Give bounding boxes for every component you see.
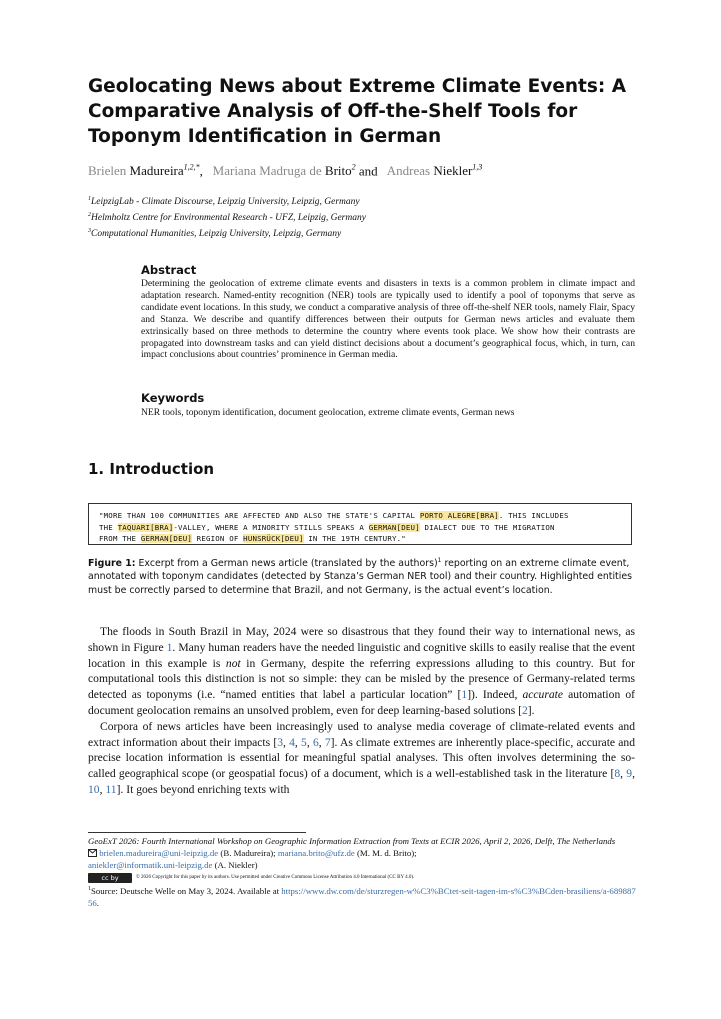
license-line	[88, 872, 636, 884]
citation-link[interactable]: 10	[88, 782, 100, 796]
license-text: © 2026 Copyright for this paper by its authors. Use permitted under Creative Commons License Attribution 4.0 International (CC BY 4.0).	[136, 875, 415, 881]
entity-highlight: HUNSRÜCK[DEU]	[243, 534, 304, 543]
footnote-source-link[interactable]: https://www.dw.com/de/sturzregen-w%C3%BCtet-seit-tagen-im-s%C3%BCden-brasiliens/a-68988756	[88, 886, 636, 908]
excerpt-box	[88, 503, 632, 545]
workshop-note: GeoExT 2026: Fourth International Workshop on Geographic Information Extraction from Texts at ECIR 2026, April 2, 2026, Delft, The Netherlands	[88, 836, 616, 846]
paper-title: Geolocating News about Extreme Climate Events: A Comparative Analysis of Off-the-Shelf Tools for Toponym Identification in German	[88, 76, 627, 147]
figure-caption: Figure 1: Excerpt from a German news article (translated by the authors)$^1$ reporting on an extreme climate event, annotated with toponym candidates (detected by Stanza’s German NER tool) and their country. Highlighted entities must be correctly parsed to determine that Brazil, and not Germany, is the actual event’s location.	[88, 557, 632, 596]
email-link-brito[interactable]: mariana.brito@ufz.de	[277, 847, 355, 858]
citation-link[interactable]: 3	[277, 735, 284, 749]
abstract-text: Determining the geolocation of extreme climate events and disasters in texts is a common problem in climate impact and adaptation research. Named-entity recognition (NER) tools are typically used to identify a pool of toponyms that serve as candidate event locations. In this study, we conduct a comparative analysis of three off-the-shelf NER tools, namely Flair, Spacy and Stanza. We describe and quantify differences between their outputs for German news articles and evaluate them extrinsically based on three methods to determine the country where events took place. We show how their contrasts are propagated into downstream tasks and can yield distinct decisions about a document’s geographical focus, which, in turn, can impact conclusions about countries’ prominence in German media.	[141, 278, 635, 361]
entity-highlight: GERMAN[DEU]	[368, 522, 420, 532]
section-heading-introduction: 1. Introduction	[88, 460, 215, 478]
author-2: Mariana Madruga de Brito$^2$	[212, 163, 356, 179]
entity-highlight: GERMAN[DEU]	[140, 534, 193, 543]
email-link-madureira[interactable]: brielen.madureira@uni-leipzig.de	[99, 847, 219, 858]
footnotes	[88, 836, 636, 910]
figure-ref-link[interactable]: 1	[166, 640, 173, 654]
excerpt-line-3: FROM THE GERMAN[DEU] REGION OF HUNSRÜCK[DEU] IN THE 19TH CENTURY."	[99, 534, 406, 543]
footnote-1: $^1$Source: Deutsche Welle on May 3, 2024. Available at https://www.dw.com/de/sturzregen-w%C3%BCtet-seit-tagen-im-s%C3%BCden-brasiliens/a-68988756.	[88, 886, 636, 908]
paragraph-1: The floods in South Brazil in May, 2024 were so disastrous that they found their way to international news, as shown in Figure 1. Many human readers have the needed linguistic and cognitive skills to easily realise that the event location in this example is not in Germany, despite the referring expressions alluding to this country. But for computational tools this distinction is not so simple: they can be misled by the presence of Germany-related terms detected as toponyms (i.e. “named entities that label a particular location” [1]). Indeed, accurate automation of document geolocation remains an unsolved problem, even for deep learning-based solutions [2].	[88, 625, 635, 717]
affiliation-1: $^1$LeipzigLab - Climate Discourse, Leipzig University, Leipzig, Germany	[88, 196, 360, 208]
citation-link[interactable]: 5	[301, 735, 307, 749]
author-3: Andreas Niekler$^{1,3}$	[386, 163, 483, 179]
affiliation-2: $^2$Helmholtz Centre for Environmental Research - UFZ, Leipzig, Germany	[88, 212, 366, 224]
email-line: brielen.madureira@uni-leipzig.de (B. Madureira); mariana.brito@ufz.de (M. M. d. Brito);	[88, 848, 636, 860]
mail-icon	[88, 849, 97, 857]
footnote-divider	[88, 832, 306, 833]
excerpt-line-2: THE TAQUARI[BRA]-VALLEY, WHERE A MINORITY STILLS SPEAKS A GERMAN[DEU] DIALECT DUE TO THE MIGRATION	[99, 522, 555, 532]
entity-highlight: TAQUARI[BRA]	[117, 522, 174, 532]
email-link-niekler[interactable]: aniekler@informatik.uni-leipzig.de	[88, 859, 213, 870]
author-1: Brielen Madureira$^{1,2,*}$	[88, 163, 200, 179]
keywords-text: NER tools, toponym identification, document geolocation, extreme climate events, German news	[141, 407, 515, 418]
citation-link[interactable]: 9	[626, 767, 633, 781]
affiliation-3: $^3$Computational Humanities, Leipzig University, Leipzig, Germany	[88, 228, 342, 240]
abstract-heading: Abstract	[141, 263, 197, 277]
entity-highlight: PORTO ALEGRE[BRA]	[419, 511, 499, 520]
citation-link[interactable]: 4	[289, 735, 295, 749]
citation-link[interactable]: 6	[312, 735, 319, 749]
introduction-body	[88, 624, 635, 798]
citation-link[interactable]: 11	[105, 782, 117, 796]
citation-link[interactable]: 2	[522, 703, 528, 717]
excerpt-line-1: "MORE THAN 100 COMMUNITIES ARE AFFECTED AND ALSO THE STATE'S CAPITAL PORTO ALEGRE[BRA]. THIS INCLUDES	[99, 511, 569, 520]
cc-by-logo[interactable]: cc by	[88, 873, 132, 883]
citation-link[interactable]: 1	[461, 688, 468, 702]
email-line-2: aniekler@informatik.uni-leipzig.de (A. Niekler)	[88, 859, 258, 870]
citation-link[interactable]: 8	[614, 767, 621, 781]
citation-link[interactable]: 7	[324, 735, 331, 749]
author-list: Brielen Madureira$^{1,2,*}$, Mariana Madruga de Brito$^2$ and Andreas Niekler$^{1,3}$	[88, 163, 483, 179]
paragraph-2: Corpora of news articles have been increasingly used to analyse media coverage of climate-related events and extract information about their impacts [3, 4, 5, 6, 7]. As climate extremes are inherently place-specific, accurate and precise location information is essential for meaningful spatial analyses. This often involves determining the so-called geographical scope (or geospatial focus) of a document, which is a well-established task in the literature [8, 9, 10, 11]. It goes beyond enriching texts with	[88, 719, 636, 796]
keywords-heading: Keywords	[141, 391, 205, 405]
